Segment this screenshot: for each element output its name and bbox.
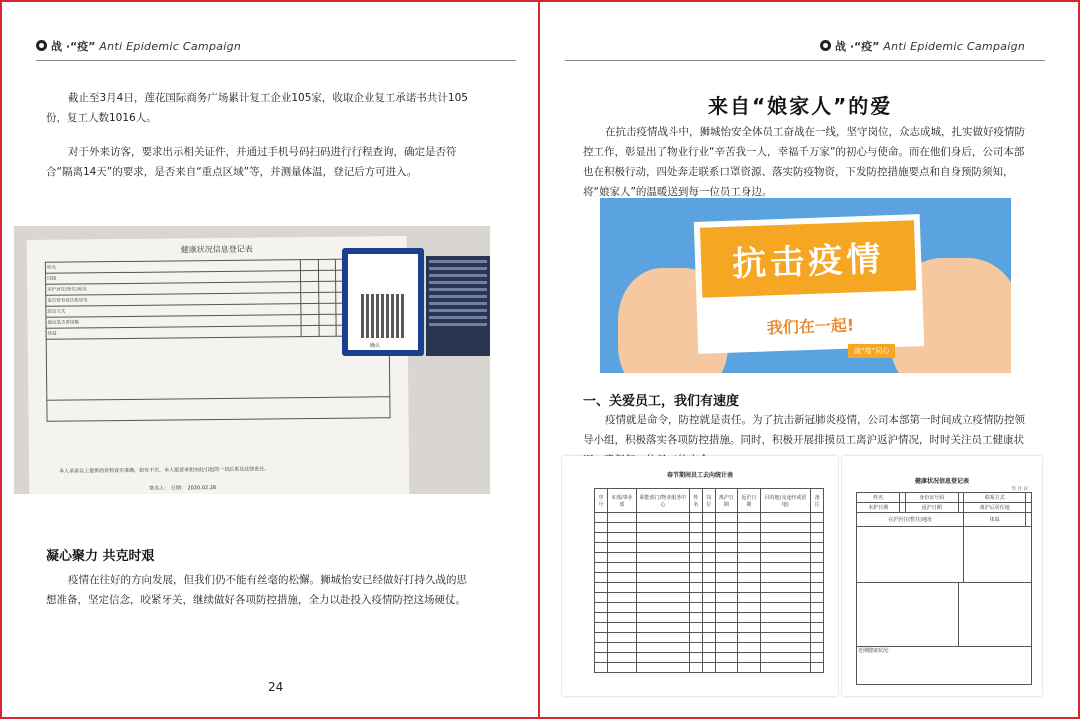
banner-image	[600, 198, 1011, 373]
left-para-2: 对于外来访客，要求出示相关证件，并通过手机号码扫码进行行程查询，确定是否符合“隔离14天”的要求，是否来自“重点区域”等，并测量体温，登记后方可进入。	[46, 146, 457, 178]
right-header-rule	[565, 60, 1045, 61]
campaign-logo-icon	[820, 40, 831, 51]
left-header-rule	[36, 60, 516, 61]
registration-form-photo	[14, 226, 490, 494]
right-header: 战 ·“疫” Anti Epidemic Campaign	[820, 38, 1025, 54]
left-para-1: 截止至3月4日，莲花国际商务广场累计复工企业105家，收取企业复工承诺书共计105份，复工人数1016人。	[46, 92, 468, 124]
frame-center	[538, 0, 540, 719]
form-declaration: 本人承诺以上提供的资料真实准确，如有不实，本人愿意承担由此引起的一切后果及法律责任。	[59, 466, 270, 475]
banner-card	[694, 214, 924, 354]
banner-main-text: 抗击疫情	[731, 239, 885, 285]
campaign-logo-icon	[36, 40, 47, 51]
health-info-form	[842, 456, 1042, 696]
intro-paragraph: 在抗击疫情战斗中，狮城怡安全体员工奋战在一线，坚守岗位，众志成城，扎实做好疫情防控工作，彰显出了物业行业“辛苦我一人，幸福千万家”的初心与使命。而在他们身后，公司本部也在积极行动，四处奔走联系口罩资源、落实防疫物资，下发防控措施要点和自身预防须知，将“娘家人”的温暖送到每一位员工身边。	[583, 126, 1025, 198]
banner-sub-text: 我们在一起!	[766, 315, 855, 338]
right-paragraph: 疫情就是命令，防控就是责任。为了抗击新冠肺炎疫情，公司本部第一时间成立疫情防控领导小组，积极落实各项防控措施。同时，积极开展排摸员工离沪返沪情况，时时关注员工健康状	[583, 414, 1025, 446]
staff-form-title: 春节期间员工去向统计表	[666, 472, 733, 479]
article-title: 来自“娘家人”的爱	[708, 94, 893, 118]
page-number: 24	[268, 680, 284, 694]
staff-whereabouts-form	[562, 456, 838, 696]
health-form-table: 姓名 身份证号码 联系方式 本护日期 返沪日期 离沪后居住地 在沪居住(暂住)地址 体温 近期健康状况：	[856, 492, 1032, 685]
frame-top	[0, 0, 1080, 2]
form-signature: 签名人： 日期： 2020.02.28	[149, 485, 217, 492]
banner-badge: 战“疫”同心	[848, 344, 895, 358]
keyboard	[426, 256, 490, 356]
form-title: 健康状况信息登记表	[180, 244, 253, 255]
qr-label: 确认	[370, 343, 381, 349]
qr-code-icon	[361, 294, 405, 338]
health-form-date: 年 月 日	[1011, 487, 1028, 492]
left-header: 战 ·“疫” Anti Epidemic Campaign	[36, 38, 241, 54]
right-section-title: 一、关爱员工，我们有速度	[583, 394, 740, 409]
form-table: 姓名 国籍 来沪居住(暂住)地址 是否曾有疫区旅居史 进出方式 最近是否曾接触 体温	[45, 258, 391, 422]
left-para-3: 疫情在往好的方向发展，但我们仍不能有丝毫的松懈。狮城怡安已经做好打持久战的思想准备，坚定信念，咬紧牙关，继续做好各项防控措施，全力以赴投入疫情防控这场硬仗。	[46, 574, 467, 606]
health-form-title: 健康状况信息登记表	[914, 478, 969, 485]
phone	[342, 248, 424, 356]
left-section-title: 凝心聚力 共克时艰	[46, 549, 155, 564]
staff-form-table: 序号 本部/事业部 职能部门/物业服务中心 姓名 岗位 离沪日期 返沪日期 目的地(及途经或留地) 备注	[594, 488, 824, 673]
frame-left	[0, 0, 2, 719]
